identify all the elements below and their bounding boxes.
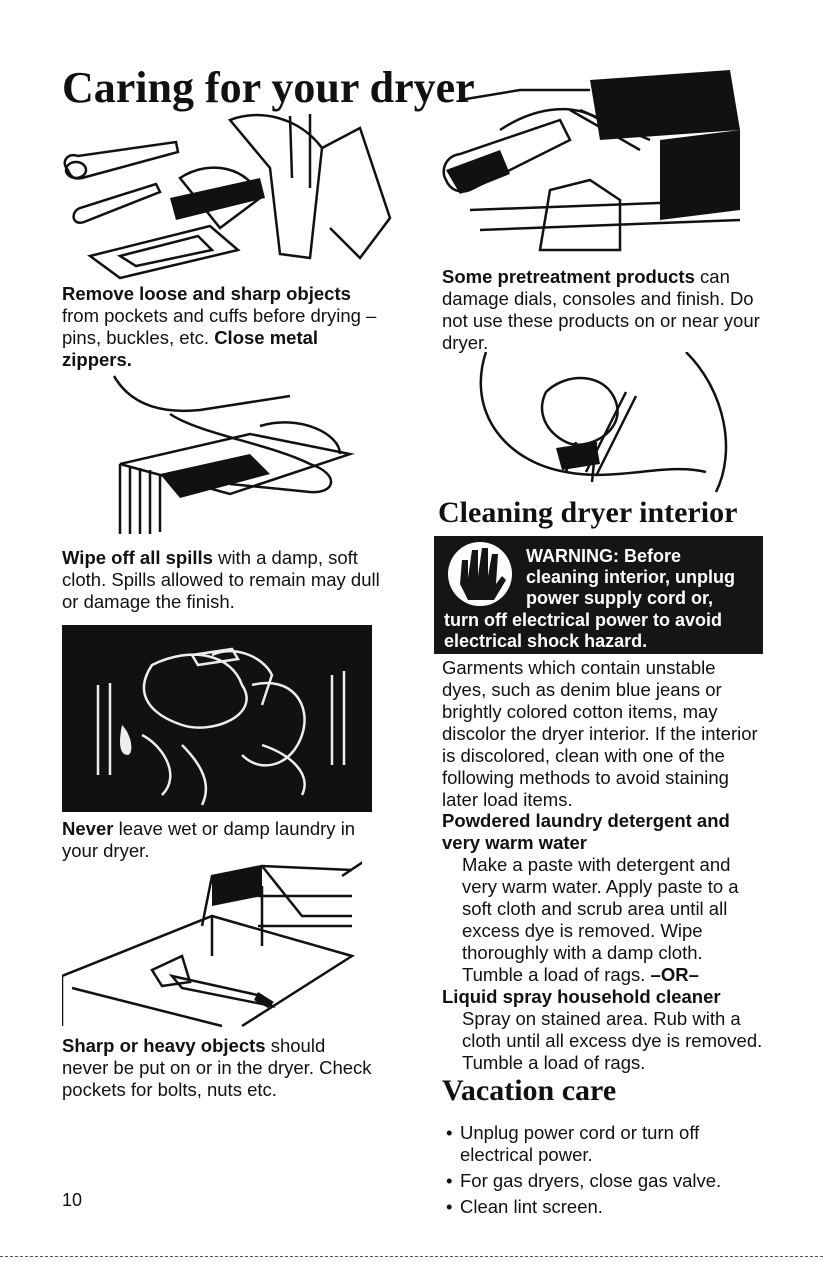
or-separator: –OR– (650, 964, 699, 985)
vacation-item: • Clean lint screen. (442, 1196, 762, 1218)
sharp-objects-text (62, 1035, 372, 1101)
hand-warning-icon (440, 540, 520, 615)
sharp-objects-bold: Sharp or heavy objects (62, 1035, 266, 1056)
method-detergent-text (462, 854, 767, 986)
method-detergent-heading: Powdered laundry detergent and very warm water (442, 810, 730, 853)
pocket-objects-illustration (60, 108, 400, 280)
warning-heading: WARNING: Before cleaning interior, unplug power supply cord or, (526, 546, 736, 608)
method-spray-text: Spray on stained area. Rub with a cloth until all excess dye is removed. Tumble a load of rags. (462, 1008, 763, 1073)
remove-objects-bold: Remove loose and sharp objects (62, 283, 351, 304)
method-detergent (442, 810, 767, 986)
vacation-item: • Unplug power cord or turn off electrical power. (442, 1122, 762, 1166)
sharp-objects-body: should never be put on or in the dryer. Check pockets for bolts, nuts etc. (62, 1035, 372, 1100)
spray-console-illustration (440, 70, 770, 260)
wipe-spills-body: with a damp, soft cloth. Spills allowed to remain may dull or damage the finish. (62, 547, 380, 612)
safety-pin-icon (65, 142, 178, 179)
wipe-spills-bold: Wipe off all spills (62, 547, 213, 568)
damp-laundry-photo (62, 625, 372, 812)
remove-objects-text (62, 283, 392, 371)
garments-paragraph: Garments which contain unstable dyes, such as denim blue jeans or brightly colored cotton items, may discolor the dryer interior. If the interior is discolored, clean with one of the following methods to avoid staining later load items. (442, 657, 758, 810)
method-spray-heading: Liquid spray household cleaner (442, 986, 721, 1007)
page-bottom-rule (0, 1256, 823, 1257)
never-bold: Never (62, 818, 114, 839)
wipe-spill-illustration (100, 374, 360, 540)
hand-in-drum-illustration (466, 352, 736, 498)
vacation-care-list (442, 1122, 762, 1218)
warning-body: turn off electrical power to avoid electrical shock hazard. (444, 610, 723, 651)
hammer-on-dryer-illustration (62, 856, 362, 1028)
wipe-spills-text (62, 547, 382, 613)
pretreatment-body: can damage dials, consoles and finish. Do not use these products on or near your dryer. (442, 266, 760, 353)
cleaning-interior-title: Cleaning dryer interior (438, 496, 738, 529)
vacation-item: • For gas dryers, close gas valve. (442, 1170, 762, 1192)
page-title: Caring for your dryer (62, 63, 475, 112)
method-detergent-body: Make a paste with detergent and very warm water. Apply paste to a soft cloth and scrub area until all excess dye is removed. Wipe thoroughly with a damp cloth. Tumble a load of rags. (462, 854, 739, 985)
pretreatment-text (442, 266, 767, 354)
never-body: leave wet or damp laundry in your dryer. (62, 818, 356, 861)
pretreatment-bold: Some pretreatment products (442, 266, 695, 287)
remove-objects-body: from pockets and cuffs before drying – pins, buckles, etc. (62, 305, 377, 348)
close-zippers-bold: Close metal zippers. (62, 327, 319, 370)
page-number: 10 (62, 1190, 83, 1210)
vacation-care-title: Vacation care (442, 1074, 617, 1107)
shock-hazard-warning (434, 536, 763, 654)
method-spray-cleaner (442, 986, 767, 1074)
